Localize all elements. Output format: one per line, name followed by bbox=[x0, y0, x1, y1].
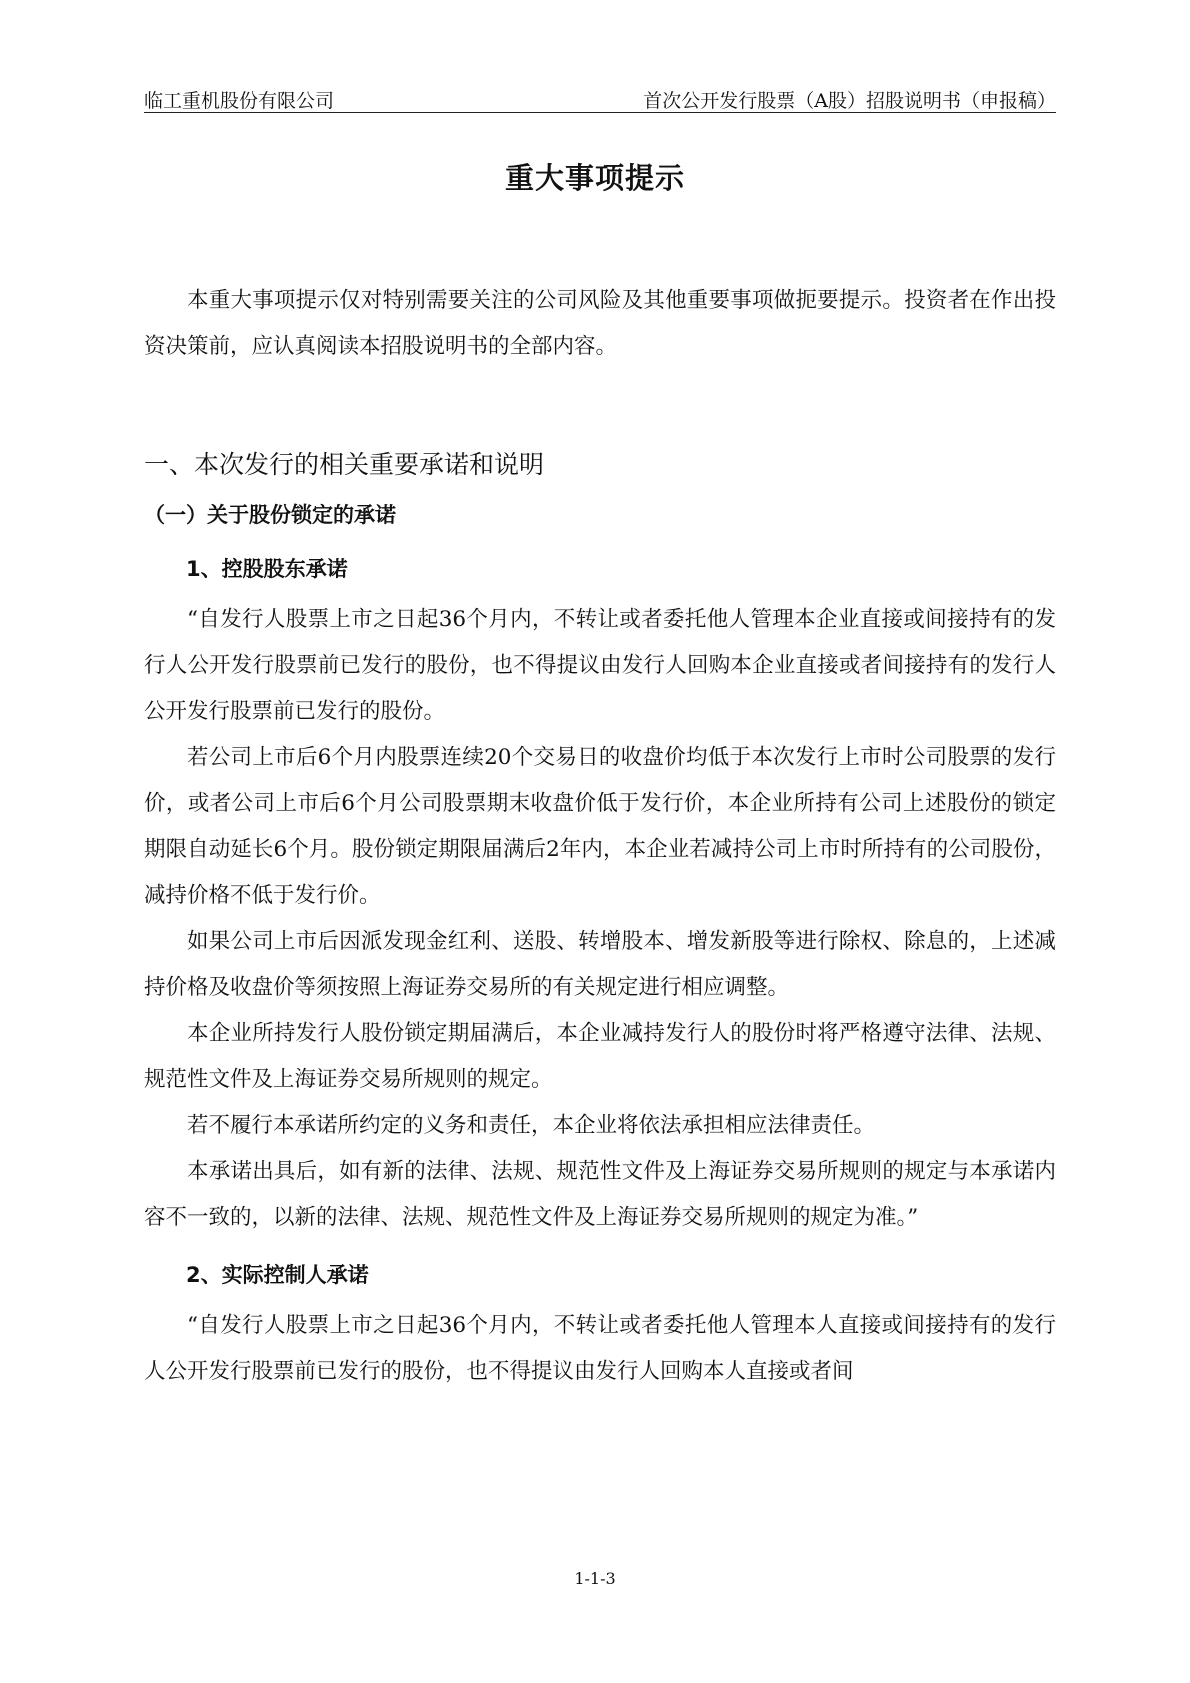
document-body bbox=[144, 278, 1056, 1395]
page-title: 重大事项提示 bbox=[504, 161, 685, 195]
body-paragraph: “自发行人股票上市之日起36个月内，不转让或者委托他人管理本人直接或间接持有的发行人公开发行股票前已发行的股份，也不得提议由发行人回购本人直接或者间 bbox=[144, 1313, 1056, 1384]
page-header bbox=[144, 80, 1056, 113]
body-paragraph: “自发行人股票上市之日起36个月内，不转让或者委托他人管理本企业直接或间接持有的发行人公开发行股票前已发行的股份，也不得提议由发行人回购本企业直接或者间接持有的发行人公开发行股票前已发行的股份。 bbox=[144, 607, 1056, 724]
body-paragraph: 若公司上市后6个月内股票连续20个交易日的收盘价均低于本次发行上市时公司股票的发行价，或者公司上市后6个月公司股票期末收盘价低于发行价，本企业所持有公司上述股份的锁定期限自动延长6个月。股份锁定期限届满后2年内，本企业若减持公司上市时所持有的公司股份，减持价格不低于发行价。 bbox=[144, 745, 1056, 908]
body-paragraph: 本企业所持发行人股份锁定期届满后，本企业减持发行人的股份时将严格遵守法律、法规、规范性文件及上海证券交易所规则的规定。 bbox=[144, 1021, 1056, 1092]
page-number: 1-1-3 bbox=[574, 1569, 616, 1588]
item-heading-actual-controller: 2、实际控制人承诺 bbox=[186, 1263, 369, 1287]
intro-paragraph: 本重大事项提示仅对特别需要关注的公司风险及其他重要事项做扼要提示。投资者在作出投资决策前，应认真阅读本招股说明书的全部内容。 bbox=[144, 288, 1056, 359]
header-document-title: 首次公开发行股票（A股）招股说明书（申报稿） bbox=[643, 90, 1056, 112]
item-heading-controlling-shareholder: 1、控股股东承诺 bbox=[186, 557, 348, 581]
header-company-name: 临工重机股份有限公司 bbox=[144, 90, 335, 112]
subsection-heading: （一）关于股份锁定的承诺 bbox=[144, 503, 396, 527]
body-paragraph: 如果公司上市后因派发现金红利、送股、转增股本、增发新股等进行除权、除息的，上述减持价格及收盘价等须按照上海证券交易所的有关规定进行相应调整。 bbox=[144, 929, 1056, 1000]
body-paragraph: 若不履行本承诺所约定的义务和责任，本企业将依法承担相应法律责任。 bbox=[187, 1113, 876, 1138]
body-paragraph: 本承诺出具后，如有新的法律、法规、规范性文件及上海证券交易所规则的规定与本承诺内容不一致的，以新的法律、法规、规范性文件及上海证券交易所规则的规定为准。” bbox=[144, 1159, 1056, 1230]
section-heading: 一、本次发行的相关重要承诺和说明 bbox=[144, 450, 545, 479]
